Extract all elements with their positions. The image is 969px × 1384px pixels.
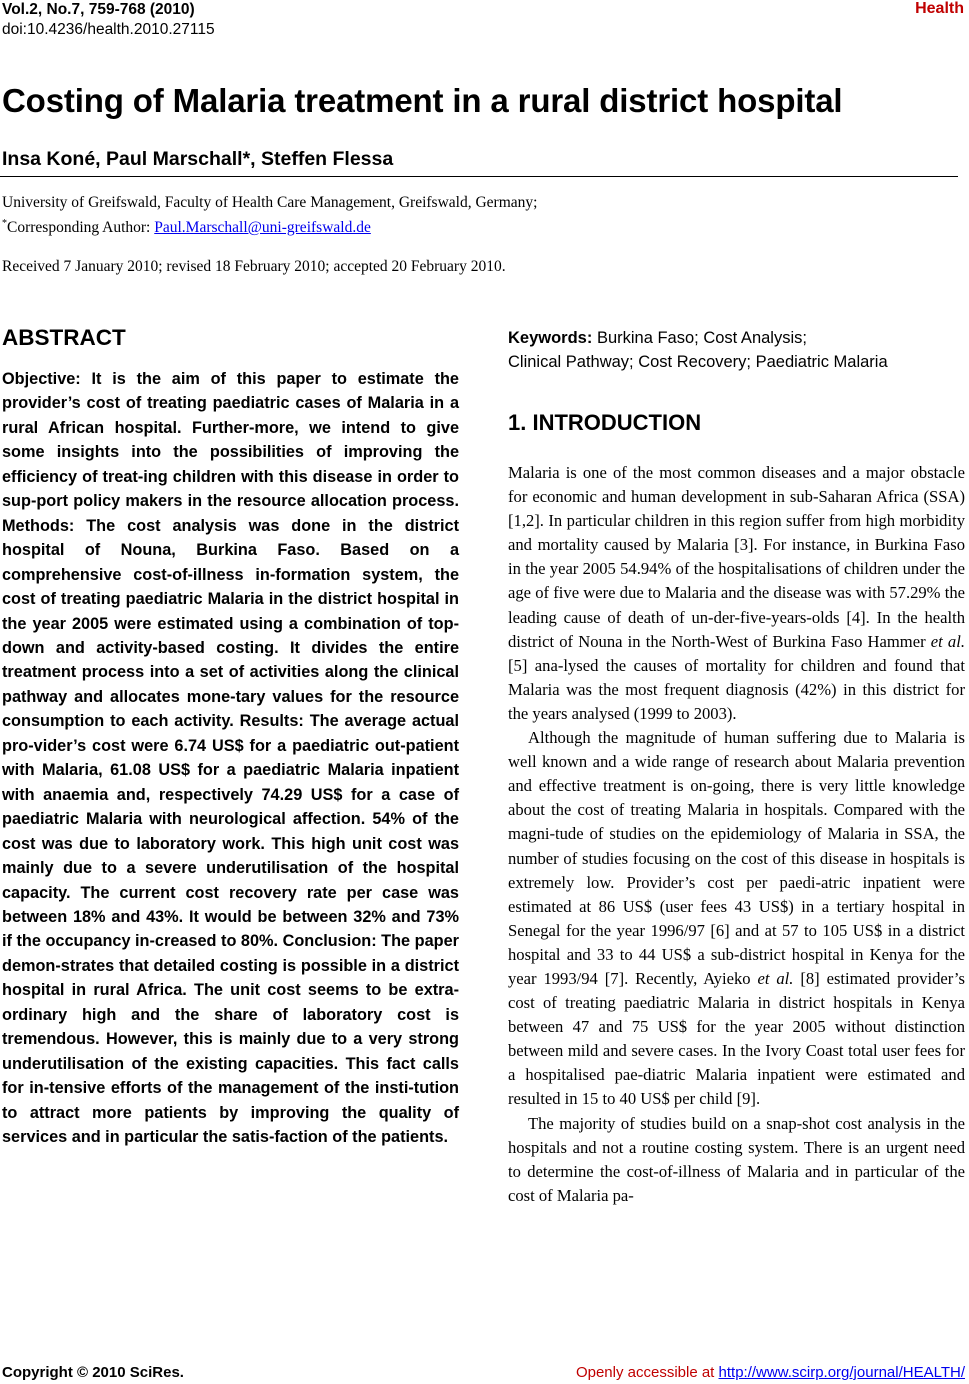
open-access-note: Openly accessible at http://www.scirp.org/journal/HEALTH/ (575, 1364, 965, 1381)
keywords-line-2: Clinical Pathway; Cost Recovery; Paediatric Malaria (508, 353, 888, 371)
intro-paragraph-2: Although the magnitude of human suffering due to Malaria is well known and a wide range of research about Malaria prevention and effective treatment is on-going, there is very little knowledge about the cost of treating Malaria in hospitals. Compared with the magni-tude of studies on the epidemiology of Malaria in SSA, the number of studies focusing on the cost of this disease in hospitals is extremely low. Provider’s cost per paedi-atric inpatient were estimated at 86 US$ (user fees 43 US$) in a tertiary hospital in Senegal for the year 1996/97 [6] and at 57 to 105 US$ in a district hospital and 33 to 44 US$ a sub-district hospital in Kenya for the year 1993/94 [7]. Recently, Ayieko et al. [8] estimated provider’s cost of treating paediatric Malaria in district hospitals in Kenya between 47 and 75 US$ for the year 2005 without distinction between mild and severe cases. In the Ivory Coast total user fees for a hospitalised pae-diatric Malaria inpatient were estimated and resulted in 15 to 40 US$ per child [9]. (508, 728, 965, 1109)
abstract-text: Objective: It is the aim of this paper to estimate the provider’s cost of treating paediatric cases of Malaria in a rural African hospital. Further-more, we intend to give some insights into the possibilities of improving the efficiency of treat-ing children with this disease in order to sup-port policy makers in the resource allocation process. Methods: The cost analysis was done in the district hospital of Nouna, Burkina Faso. Based on a comprehensive cost-of-illness in-formation system, the cost of treating paediatric Malaria in the district hospital in the year 2005 were estimated using a combination of top-down and activity-based costing. It divides the entire treatment process into a set of activities along the clinical pathway and allocates mone-tary values for the resource consumption to each activity. Results: The average actual pro-vider’s cost were 6.74 US$ for a paediatric out-patient with Malaria, 61.08 US$ for a paediatric Malaria inpatient with anaemia and, respectively 74.29 US$ for a case of paediatric Malaria with neurological affection. 54% of the cost was due to laboratory work. This high unit cost was mainly due to a severe underutilisation of the hospital capacity. The current cost recovery rate per case was between 18% and 43%. It would be between 32% and 73% if the occupancy in-creased to 80%. Conclusion: The paper demon-strates that detailed costing is possible in a district hospital in rural Africa. The unit cost seems to be extra-ordinary high and the share of laboratory cost is tremendous. However, this is mainly due to a very strong underutilisation of the existing capacities. This fact calls for in-tensive efforts of the management of the insti-tution to attract more patients by improving the quality of services and in particular the satis-faction of the patients. (2, 370, 459, 1147)
keywords (508, 326, 968, 374)
corresponding-mark: * (2, 218, 7, 229)
author-list: Insa Koné, Paul Marschall*, Steffen Flessa (2, 148, 394, 170)
received-dates: Received 7 January 2010; revised 18 February 2010; accepted 20 February 2010. (2, 258, 506, 275)
keywords-label: Keywords: (508, 329, 593, 347)
corresponding-label: Corresponding Author: (7, 219, 155, 237)
journal-name: Health (915, 0, 964, 17)
keywords-line-1: Burkina Faso; Cost Analysis; (596, 329, 807, 347)
abstract-heading: ABSTRACT (2, 325, 126, 350)
doi: doi:10.4236/health.2010.27115 (2, 21, 215, 38)
copyright: Copyright © 2010 SciRes. (2, 1364, 184, 1381)
journal-url-link[interactable]: http://www.scirp.org/journal/HEALTH/ (718, 1364, 965, 1381)
abstract-body (2, 367, 459, 1150)
intro-paragraph-3: The majority of studies build on a snap-shot cost analysis in the hospitals and not a routine costing system. There is an urgent need to determine the cost-of-illness of Malaria and in particular of the cost of Malaria pa- (508, 1113, 965, 1205)
corresponding-author (2, 213, 537, 238)
affiliation: University of Greifswald, Faculty of Health Care Management, Greifswald, Germany; (2, 194, 538, 211)
title-rule (0, 176, 958, 177)
paper-title: Costing of Malaria treatment in a rural district hospital (2, 82, 843, 119)
intro-paragraph-1: Malaria is one of the most common diseases and a major obstacle for economic and human development in sub-Saharan Africa (SSA) [1,2]. In particular children in this region suffer from high morbidity and mortality caused by Malaria [3]. For instance, in Burkina Faso in the year 2005 54.94% of the hospitalisations of children under the age of five were due to Malaria and the disease was with 57.29% the leading cause of death of un-der-five-years-olds [4]. In the health district of Nouna in the North-West of Burkina Faso Hammer et al. [5] ana-lysed the causes of mortality for children and found that Malaria was the most frequent diagnosis (42%) in this district for the years analysed (1999 to 2003). (508, 463, 965, 723)
running-header (2, 0, 215, 40)
affiliation-block (2, 192, 537, 238)
introduction-heading: 1. INTRODUCTION (508, 410, 702, 435)
author-email-link[interactable]: Paul.Marschall@uni-greifswald.de (154, 219, 371, 237)
introduction-body (508, 461, 965, 1208)
volume-info: Vol.2, No.7, 759-768 (2010) (2, 1, 195, 18)
